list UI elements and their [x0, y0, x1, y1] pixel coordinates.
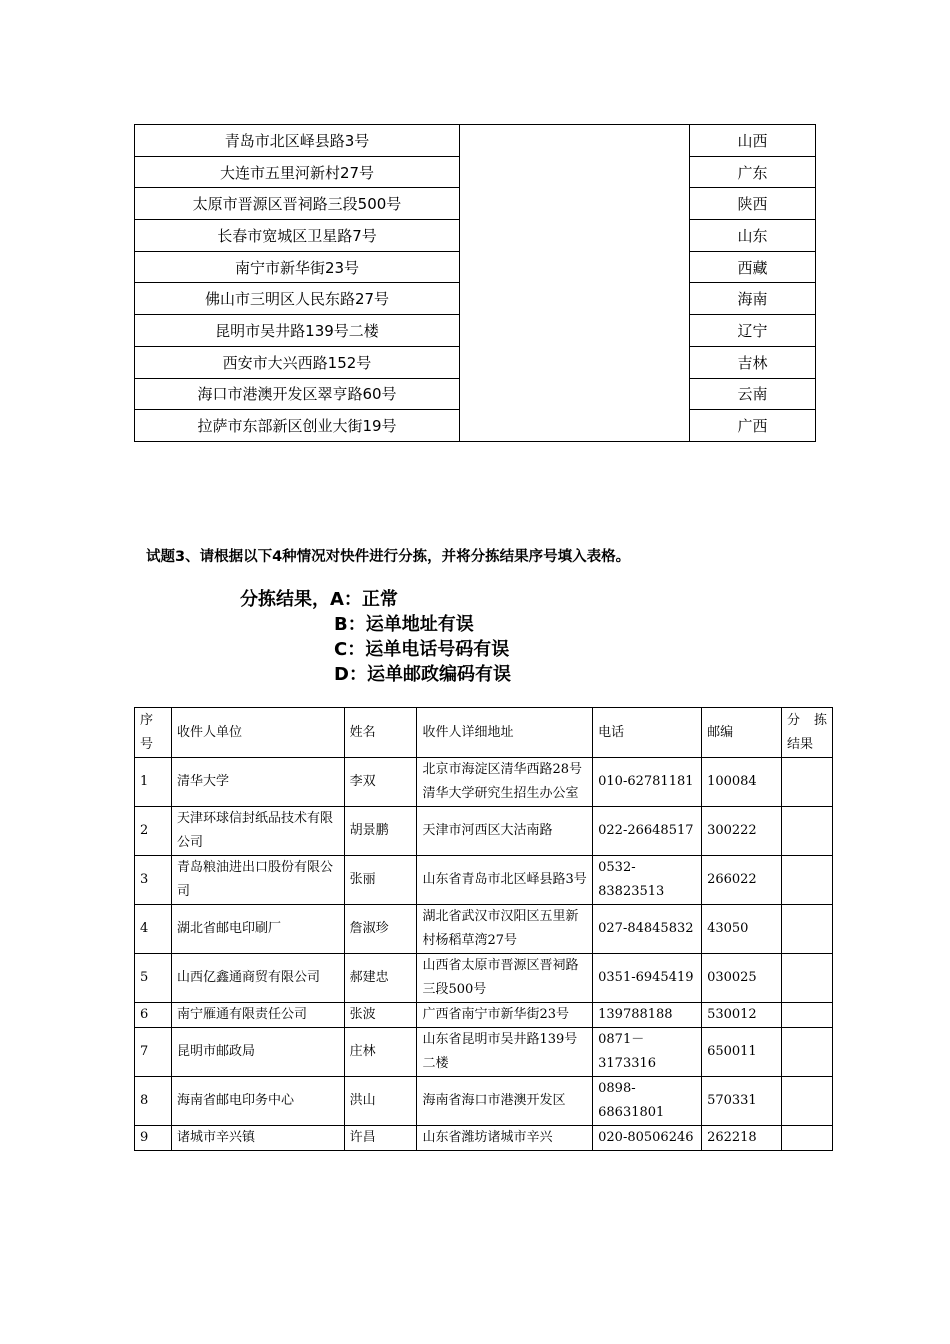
table-row: [135, 125, 816, 157]
recipient-address-cell: 湖北省武汉市汉阳区五里新村杨稻草湾27号: [417, 905, 593, 954]
recipient-unit-cell: 青岛粮油进出口股份有限公司: [171, 856, 344, 905]
recipient-name-cell: 胡景鹏: [344, 807, 417, 856]
recipient-name-cell: 李双: [344, 758, 417, 807]
recipient-name-cell: 张丽: [344, 856, 417, 905]
recipient-name-cell: 詹淑珍: [344, 905, 417, 954]
legend-result-d: D：运单邮政编码有误: [334, 664, 511, 685]
recipient-name-cell: 许昌: [344, 1126, 417, 1151]
row-no-cell: 1: [135, 758, 172, 807]
row-no-cell: 7: [135, 1028, 172, 1077]
recipient-address-cell: 山西省太原市晋源区晋祠路三段500号: [417, 954, 593, 1003]
province-cell: 陕西: [690, 188, 816, 220]
header-no: 序号: [135, 708, 172, 758]
table-row: [135, 856, 833, 905]
header-unit: 收件人单位: [171, 708, 344, 758]
postcode-cell: 570331: [702, 1077, 782, 1126]
row-no-cell: 6: [135, 1003, 172, 1028]
sort-result-cell[interactable]: [782, 1077, 833, 1126]
table-row: [135, 807, 833, 856]
table-row: [135, 1126, 833, 1151]
address-cell: 太原市晋源区晋祠路三段500号: [135, 188, 460, 220]
sort-result-cell[interactable]: [782, 1003, 833, 1028]
recipient-address-cell: 北京市海淀区清华西路28号清华大学研究生招生办公室: [417, 758, 593, 807]
postcode-cell: 266022: [702, 856, 782, 905]
row-no-cell: 8: [135, 1077, 172, 1126]
province-cell: 西藏: [690, 251, 816, 283]
sort-result-cell[interactable]: [782, 856, 833, 905]
header-postcode: 邮编: [702, 708, 782, 758]
row-no-cell: 5: [135, 954, 172, 1003]
row-no-cell: 4: [135, 905, 172, 954]
header-phone: 电话: [593, 708, 702, 758]
province-cell: 广西: [690, 410, 816, 442]
province-cell: 辽宁: [690, 315, 816, 347]
table-row: [135, 1028, 833, 1077]
address-province-table: [134, 124, 816, 442]
recipient-name-cell: 郝建忠: [344, 954, 417, 1003]
province-cell: 吉林: [690, 346, 816, 378]
table-row: [135, 905, 833, 954]
address-cell: 佛山市三明区人民东路27号: [135, 283, 460, 315]
phone-cell: 027-84845832: [593, 905, 702, 954]
address-cell: 西安市大兴西路152号: [135, 346, 460, 378]
row-no-cell: 3: [135, 856, 172, 905]
address-cell: 长春市宽城区卫星路7号: [135, 220, 460, 252]
phone-cell: 0871－3173316: [593, 1028, 702, 1077]
legend-result-c: C：运单电话号码有误: [334, 639, 510, 660]
province-cell: 山东: [690, 220, 816, 252]
table-row: [135, 954, 833, 1003]
address-cell: 拉萨市东部新区创业大街19号: [135, 410, 460, 442]
row-no-cell: 9: [135, 1126, 172, 1151]
province-cell: 广东: [690, 156, 816, 188]
legend-result-b: B：运单地址有误: [334, 614, 474, 635]
recipient-address-cell: 海南省海口市港澳开发区: [417, 1077, 593, 1126]
row-no-cell: 2: [135, 807, 172, 856]
recipient-unit-cell: 清华大学: [171, 758, 344, 807]
recipient-address-cell: 天津市河西区大沽南路: [417, 807, 593, 856]
postcode-cell: 650011: [702, 1028, 782, 1077]
sort-result-cell[interactable]: [782, 954, 833, 1003]
sorting-table: [134, 707, 833, 1151]
postcode-cell: 030025: [702, 954, 782, 1003]
header-address: 收件人详细地址: [417, 708, 593, 758]
phone-cell: 0898-68631801: [593, 1077, 702, 1126]
address-cell: 大连市五里河新村27号: [135, 156, 460, 188]
postcode-cell: 100084: [702, 758, 782, 807]
recipient-address-cell: 山东省潍坊诸城市辛兴: [417, 1126, 593, 1151]
phone-cell: 020-80506246: [593, 1126, 702, 1151]
recipient-address-cell: 山东省青岛市北区峄县路3号: [417, 856, 593, 905]
phone-cell: 022-26648517: [593, 807, 702, 856]
table-header-row: [135, 708, 833, 758]
sort-result-cell[interactable]: [782, 1028, 833, 1077]
phone-cell: 0351-6945419: [593, 954, 702, 1003]
blank-match-column: [460, 125, 690, 442]
sort-result-cell[interactable]: [782, 758, 833, 807]
address-cell: 海口市港澳开发区翠亨路60号: [135, 378, 460, 410]
postcode-cell: 530012: [702, 1003, 782, 1028]
phone-cell: 139788188: [593, 1003, 702, 1028]
recipient-unit-cell: 山西亿鑫通商贸有限公司: [171, 954, 344, 1003]
recipient-unit-cell: 天津环球信封纸品技术有限公司: [171, 807, 344, 856]
table-row: [135, 1077, 833, 1126]
phone-cell: 010-62781181: [593, 758, 702, 807]
question-title: 试题3、请根据以下4种情况对快件进行分拣，并将分拣结果序号填入表格。: [146, 549, 631, 565]
recipient-address-cell: 山东省昆明市吴井路139号二楼: [417, 1028, 593, 1077]
recipient-unit-cell: 诸城市辛兴镇: [171, 1126, 344, 1151]
recipient-unit-cell: 湖北省邮电印刷厂: [171, 905, 344, 954]
recipient-unit-cell: 海南省邮电印务中心: [171, 1077, 344, 1126]
sort-result-cell[interactable]: [782, 1126, 833, 1151]
sort-result-cell[interactable]: [782, 905, 833, 954]
header-result: 分 拣 结果: [782, 708, 833, 758]
table-row: [135, 1003, 833, 1028]
address-cell: 青岛市北区峄县路3号: [135, 125, 460, 157]
province-cell: 海南: [690, 283, 816, 315]
recipient-name-cell: 张波: [344, 1003, 417, 1028]
recipient-unit-cell: 昆明市邮政局: [171, 1028, 344, 1077]
address-cell: 昆明市吴井路139号二楼: [135, 315, 460, 347]
table-row: [135, 758, 833, 807]
recipient-address-cell: 广西省南宁市新华街23号: [417, 1003, 593, 1028]
phone-cell: 0532-83823513: [593, 856, 702, 905]
header-name: 姓名: [344, 708, 417, 758]
address-cell: 南宁市新华街23号: [135, 251, 460, 283]
postcode-cell: 43050: [702, 905, 782, 954]
province-cell: 山西: [690, 125, 816, 157]
recipient-unit-cell: 南宁雁通有限责任公司: [171, 1003, 344, 1028]
postcode-cell: 262218: [702, 1126, 782, 1151]
postcode-cell: 300222: [702, 807, 782, 856]
province-cell: 云南: [690, 378, 816, 410]
sort-result-cell[interactable]: [782, 807, 833, 856]
recipient-name-cell: 洪山: [344, 1077, 417, 1126]
legend-result-a: 分拣结果，A：正常: [240, 589, 398, 610]
recipient-name-cell: 庄林: [344, 1028, 417, 1077]
